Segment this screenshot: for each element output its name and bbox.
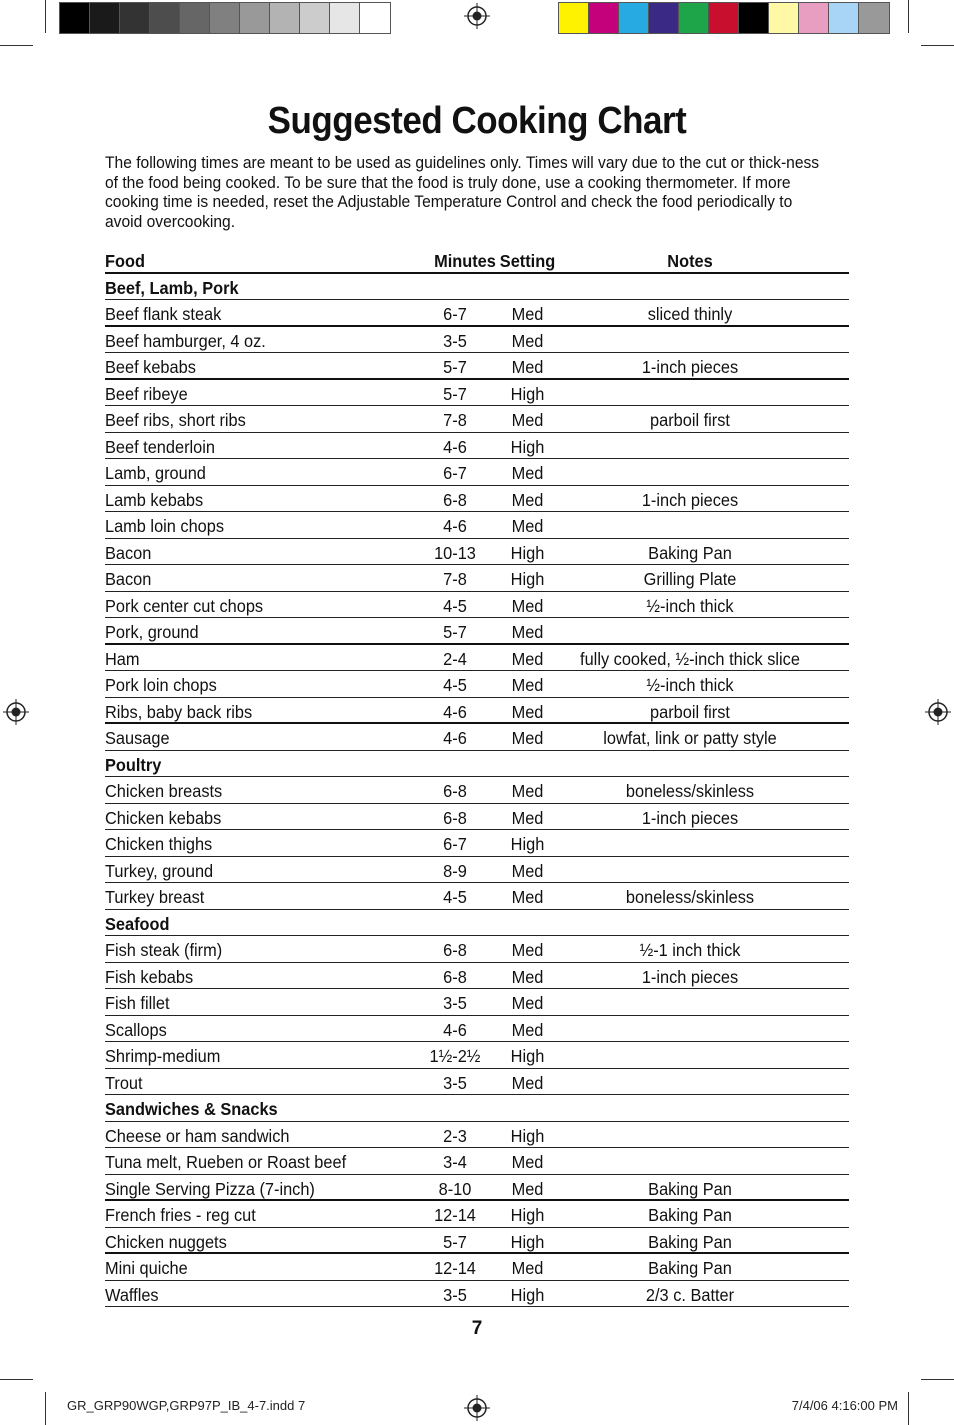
cell-setting: High (510, 1231, 545, 1252)
cell-setting: Med (511, 1019, 544, 1040)
file-slug-right: 7/4/06 4:16:00 PM (791, 1398, 898, 1413)
cell-notes: Grilling Plate (643, 569, 737, 589)
cell-food: French fries - reg cut (105, 1205, 256, 1225)
color-swatch (559, 3, 589, 33)
table-row (105, 830, 849, 857)
table-row (105, 433, 849, 460)
table-row (105, 486, 849, 513)
table-row (105, 300, 849, 327)
crop-mark-bottom-right-v (908, 1392, 909, 1425)
cell-notes: boneless/skinless (625, 887, 755, 907)
cell-minutes: 4-6 (443, 1019, 467, 1040)
table-row (105, 1016, 849, 1043)
color-swatch (739, 3, 769, 33)
cell-food: Chicken nuggets (105, 1231, 227, 1252)
cell-setting: High (510, 569, 545, 589)
cell-setting: Med (511, 887, 544, 907)
cell-setting: Med (511, 1178, 544, 1199)
cell-notes: 1-inch pieces (641, 357, 739, 377)
cell-food: Chicken breasts (105, 781, 223, 801)
cell-minutes: 6-7 (443, 463, 467, 483)
cell-notes: 1-inch pieces (641, 489, 739, 510)
cell-food: Trout (105, 1072, 143, 1093)
file-slug-left: GR_GRP90WGP,GRP97P_IB_4-7.indd 7 (67, 1398, 306, 1413)
section-heading-row (105, 751, 849, 778)
cell-food: Beef, Lamb, Pork (105, 277, 239, 298)
color-swatch (60, 3, 90, 33)
table-row (105, 618, 849, 645)
cell-minutes: 5-7 (443, 357, 467, 377)
column-header-notes: Notes (667, 251, 713, 271)
table-row (105, 1175, 849, 1202)
page-number: 7 (471, 1318, 483, 1339)
color-swatch (619, 3, 649, 33)
cell-setting: Med (511, 1152, 544, 1172)
table-row (105, 565, 849, 592)
cell-setting: High (510, 542, 545, 563)
table-row (105, 1122, 849, 1149)
color-swatch (769, 3, 799, 33)
cell-minutes: 4-6 (443, 728, 467, 748)
cell-setting: High (510, 1046, 545, 1066)
cooking-chart-table (105, 247, 849, 1307)
table-row (105, 459, 849, 486)
color-swatch (150, 3, 180, 33)
cell-notes: ½-inch thick (646, 675, 734, 695)
cell-setting: High (510, 1284, 545, 1305)
table-row (105, 671, 849, 698)
cell-food: Bacon (105, 569, 152, 589)
cell-setting: Med (511, 304, 544, 324)
color-swatch (829, 3, 859, 33)
cell-food: Chicken thighs (105, 834, 213, 854)
cell-food: Seafood (105, 913, 170, 934)
cell-minutes: 6-8 (443, 807, 467, 828)
cell-minutes: 7-8 (443, 410, 467, 430)
table-row (105, 539, 849, 566)
table-row (105, 698, 849, 725)
cell-minutes: 3-5 (443, 1072, 467, 1093)
cell-food: Pork loin chops (105, 675, 217, 695)
color-swatch (180, 3, 210, 33)
color-swatch (679, 3, 709, 33)
cell-food: Poultry (105, 754, 162, 775)
cell-food: Pork, ground (105, 622, 199, 642)
column-header-food: Food (105, 251, 145, 271)
color-swatch (799, 3, 829, 33)
intro-paragraph: The following times are meant to be used as guidelines only. Times will vary due to the cut or thick-ness of the food being cooked. To be sure that the food is truly done, use a cooking thermometer. If more cooking time is needed, reset the Adjustable Temperature Control and check the food periodically to avoid overcooking. (105, 153, 820, 231)
table-row (105, 989, 849, 1016)
cell-setting: Med (511, 860, 544, 881)
cell-setting: Med (511, 357, 544, 377)
table-row (105, 380, 849, 407)
cell-notes: 2/3 c. Batter (645, 1284, 735, 1305)
cell-setting: Med (511, 675, 544, 695)
table-row (105, 1254, 849, 1281)
cell-minutes: 3-5 (443, 1284, 467, 1305)
color-swatch (240, 3, 270, 33)
table-row (105, 353, 849, 380)
color-swatch (589, 3, 619, 33)
cell-notes: 1-inch pieces (641, 966, 739, 987)
cell-food: Beef flank steak (105, 304, 222, 324)
cell-minutes: 5-7 (443, 1231, 467, 1252)
cell-food: Sandwiches & Snacks (105, 1099, 278, 1119)
table-row (105, 1281, 849, 1308)
cell-food: Pork center cut chops (105, 595, 264, 616)
cell-food: Mini quiche (105, 1258, 188, 1278)
cell-food: Turkey, ground (105, 860, 214, 881)
cell-food: Chicken kebabs (105, 807, 222, 828)
section-heading-row (105, 910, 849, 937)
cell-food: Lamb kebabs (105, 489, 204, 510)
cell-minutes: 6-8 (443, 966, 467, 987)
cell-setting: High (510, 1205, 545, 1225)
cell-minutes: 5-7 (443, 622, 467, 642)
cell-minutes: 4-5 (443, 675, 467, 695)
cell-setting: High (510, 436, 545, 457)
cell-food: Lamb, ground (105, 463, 206, 483)
registration-mark-bottom-icon (464, 1395, 490, 1421)
table-row (105, 592, 849, 619)
column-header-setting: Setting (499, 251, 556, 271)
cell-food: Beef kebabs (105, 357, 196, 377)
table-row (105, 512, 849, 539)
cell-minutes: 8-9 (443, 860, 467, 881)
cell-setting: Med (511, 1072, 544, 1093)
table-row (105, 1069, 849, 1096)
color-swatch (300, 3, 330, 33)
cell-minutes: 6-8 (443, 781, 467, 801)
cell-notes: lowfat, link or patty style (603, 728, 777, 748)
table-row (105, 645, 849, 672)
crop-mark-bottom-right-h (921, 1379, 954, 1380)
color-swatch (649, 3, 679, 33)
crop-mark-top-right-h (921, 45, 954, 46)
cell-food: Turkey breast (105, 887, 205, 907)
cell-minutes: 2-3 (443, 1125, 467, 1146)
cell-food: Ham (105, 648, 140, 669)
cell-food: Beef tenderloin (105, 436, 215, 457)
cell-minutes: 4-5 (443, 595, 467, 616)
cell-minutes: 4-6 (443, 436, 467, 457)
table-body (105, 274, 849, 1308)
cell-minutes: 2-4 (443, 648, 467, 669)
cell-notes: ½-inch thick (646, 595, 734, 616)
cell-minutes: 6-7 (443, 834, 467, 854)
cell-setting: Med (511, 622, 544, 642)
registration-mark-right-icon (925, 699, 951, 725)
cell-minutes: 4-6 (443, 516, 467, 536)
cell-setting: Med (511, 648, 544, 669)
crop-mark-bottom-left-v (45, 1392, 46, 1425)
cell-food: Fish kebabs (105, 966, 194, 987)
crop-mark-bottom-left-h (0, 1379, 33, 1380)
table-row (105, 1228, 849, 1255)
cell-notes: 1-inch pieces (641, 807, 739, 828)
cell-minutes: 6-8 (443, 489, 467, 510)
column-header-minutes: Minutes (434, 251, 496, 271)
table-row (105, 804, 849, 831)
cell-setting: Med (511, 807, 544, 828)
cell-food: Shrimp-medium (105, 1046, 221, 1066)
table-row (105, 327, 849, 354)
cell-food: Beef hamburger, 4 oz. (105, 330, 266, 351)
cell-food: Tuna melt, Rueben or Roast beef (105, 1152, 347, 1172)
cell-setting: High (510, 383, 545, 404)
cell-setting: Med (511, 516, 544, 536)
cell-food: Bacon (105, 542, 152, 563)
table-row (105, 1201, 849, 1228)
section-heading-row (105, 1095, 849, 1122)
table-row (105, 936, 849, 963)
table-row (105, 883, 849, 910)
registration-mark-left-icon (3, 699, 29, 725)
cell-notes: parboil first (650, 410, 730, 430)
cell-notes: fully cooked, ½-inch thick slice (580, 648, 800, 669)
cell-minutes: 12-14 (434, 1258, 476, 1278)
cell-minutes: 6-7 (443, 304, 467, 324)
cell-setting: Med (511, 701, 544, 722)
table-row (105, 963, 849, 990)
cell-setting: Med (511, 463, 544, 483)
cell-food: Fish fillet (105, 993, 170, 1013)
color-swatch (330, 3, 360, 33)
cell-notes: Baking Pan (648, 1231, 732, 1252)
cell-minutes: 5-7 (443, 383, 467, 404)
table-row (105, 777, 849, 804)
cell-notes: sliced thinly (647, 304, 733, 324)
cell-food: Beef ribeye (105, 383, 188, 404)
crop-mark-top-left-v (45, 0, 46, 33)
color-swatch (360, 3, 390, 33)
cell-notes: parboil first (650, 701, 730, 722)
cell-notes: boneless/skinless (625, 781, 755, 801)
page-title: Suggested Cooking Chart (267, 100, 687, 142)
color-swatch (210, 3, 240, 33)
cell-minutes: 6-8 (443, 940, 467, 960)
color-swatch (270, 3, 300, 33)
crop-mark-top-left-h (0, 45, 33, 46)
cell-setting: Med (511, 940, 544, 960)
table-row (105, 857, 849, 884)
cell-setting: High (510, 1125, 545, 1146)
cell-food: Cheese or ham sandwich (105, 1125, 290, 1146)
table-row (105, 1148, 849, 1175)
table-row (105, 724, 849, 751)
cell-minutes: 3-4 (443, 1152, 467, 1172)
cell-notes: Baking Pan (648, 1178, 732, 1199)
cell-setting: Med (511, 993, 544, 1013)
cell-minutes: 7-8 (443, 569, 467, 589)
cell-minutes: 3-5 (443, 993, 467, 1013)
cell-minutes: 8-10 (438, 1178, 472, 1199)
cell-notes: Baking Pan (648, 1258, 732, 1278)
table-row (105, 1042, 849, 1069)
cell-setting: Med (511, 728, 544, 748)
cell-setting: Med (511, 1258, 544, 1278)
cell-minutes: 4-5 (443, 887, 467, 907)
table-header (105, 247, 849, 274)
cell-setting: Med (511, 410, 544, 430)
cell-setting: Med (511, 330, 544, 351)
cell-food: Fish steak (firm) (105, 940, 223, 960)
cell-food: Single Serving Pizza (7-inch) (105, 1178, 315, 1199)
registration-mark-top-icon (464, 3, 490, 29)
cell-food: Scallops (105, 1019, 167, 1040)
cell-notes: ½-1 inch thick (639, 940, 741, 960)
cell-setting: Med (511, 595, 544, 616)
process-color-bar (558, 2, 890, 34)
cell-setting: Med (511, 489, 544, 510)
cell-food: Waffles (105, 1284, 159, 1305)
cell-minutes: 3-5 (443, 330, 467, 351)
cell-food: Lamb loin chops (105, 516, 225, 536)
cell-setting: Med (511, 966, 544, 987)
cell-food: Beef ribs, short ribs (105, 410, 246, 430)
cell-setting: Med (511, 781, 544, 801)
color-swatch (859, 3, 889, 33)
cell-minutes: 10-13 (434, 542, 476, 563)
cell-minutes: 12-14 (434, 1205, 476, 1225)
crop-mark-top-right-v (908, 0, 909, 33)
color-swatch (90, 3, 120, 33)
cell-minutes: 4-6 (443, 701, 467, 722)
color-swatch (120, 3, 150, 33)
section-heading-row (105, 274, 849, 301)
table-row (105, 406, 849, 433)
color-swatch (709, 3, 739, 33)
cell-notes: Baking Pan (648, 542, 732, 563)
cell-notes: Baking Pan (648, 1205, 732, 1225)
cell-setting: High (510, 834, 545, 854)
cell-food: Sausage (105, 728, 170, 748)
cell-food: Ribs, baby back ribs (105, 701, 253, 722)
grayscale-color-bar (59, 2, 391, 34)
cell-minutes: 1½-2½ (429, 1046, 481, 1066)
